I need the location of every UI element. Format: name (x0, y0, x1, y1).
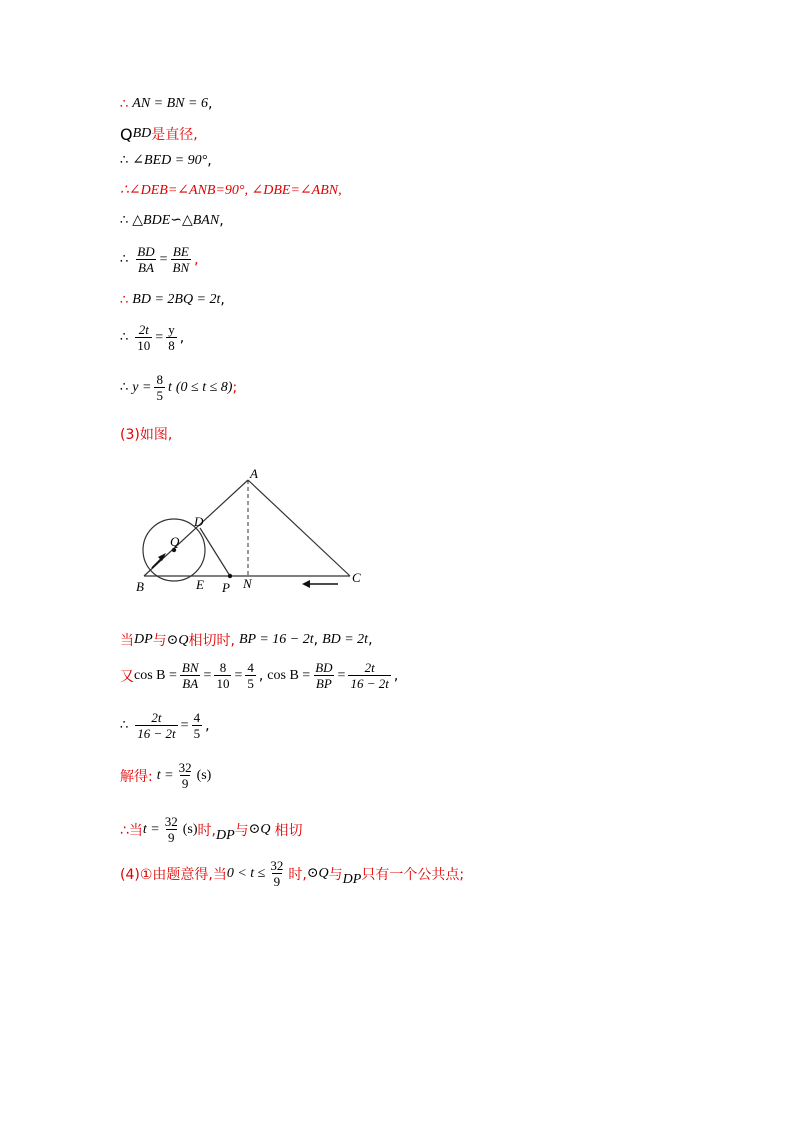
text: 当 (120, 633, 134, 649)
therefore-symbol: ∴ (120, 96, 129, 112)
punct: , (194, 251, 199, 268)
punct: ; (232, 379, 238, 396)
punct: , (219, 212, 224, 229)
line-bd-2t (120, 292, 225, 308)
fraction: $\frac{BD}{BA}$ (137, 244, 155, 275)
line-bd-diameter (120, 124, 198, 144)
label-c: C (352, 570, 361, 585)
punct: , (207, 152, 212, 169)
text: (4)①由题意得,当 (120, 866, 227, 883)
math-var: DP (134, 632, 153, 647)
text: 又 (120, 668, 134, 685)
because-symbol: Q (120, 124, 133, 144)
fraction: $\frac{BE}{BN}$ (172, 244, 190, 275)
math-var: ⊙Q (166, 632, 189, 648)
line-conclusion (120, 814, 303, 845)
line-ratio (120, 244, 199, 275)
therefore-symbol: ∴ (120, 718, 129, 733)
math-expr: cos B = (134, 667, 177, 683)
label-q: Q (170, 534, 180, 549)
text: 与 (328, 866, 343, 883)
label-b: B (136, 579, 144, 594)
fraction: $\frac{8}{5}$ (156, 372, 163, 403)
section-heading: (3)如图, (120, 427, 173, 443)
unit: (s) (182, 821, 198, 837)
label-p: P (222, 580, 230, 595)
segment-ac (248, 480, 350, 576)
math-range: (0 ≤ t ≤ 8) (175, 379, 233, 395)
equals: = (159, 251, 168, 267)
punct: , (393, 667, 399, 684)
line-angle-bed (120, 152, 212, 169)
therefore-symbol: ∴ (120, 153, 129, 168)
math-expr: y = (132, 379, 152, 395)
math-expr: BD (132, 126, 152, 141)
math-var: t (167, 379, 172, 395)
text: 与 (152, 633, 167, 649)
punct: , (179, 329, 185, 346)
line-2t-over-10 (120, 322, 184, 353)
equals: = (234, 667, 243, 683)
math-expr: t = (156, 767, 174, 783)
math-expr: BP = 16 − 2t (238, 632, 314, 647)
therefore-symbol: ∴ (120, 292, 129, 308)
math-expr: t = (142, 821, 160, 837)
math-var: DP (216, 827, 235, 843)
line-similar (120, 212, 224, 229)
equals: = (180, 717, 189, 733)
line-solve (120, 760, 211, 791)
line-part4 (120, 858, 464, 889)
math-var: ⊙Q (306, 866, 329, 881)
equals: = (337, 667, 346, 683)
math-expr: cos B = (267, 667, 311, 683)
line-angle-equal (120, 182, 342, 199)
punct: , (205, 717, 210, 734)
arrow-head-cb (302, 580, 310, 588)
text: 相切时, (188, 633, 235, 649)
fraction: $\frac{y}{8}$ (168, 322, 175, 353)
therefore-symbol: ∴ (120, 330, 129, 345)
line-an-bn (120, 96, 212, 112)
line-cosb (120, 660, 398, 691)
fraction: $\frac{4}{5}$ (247, 660, 254, 691)
text: ∴当 (120, 822, 143, 839)
line-y-formula (120, 372, 237, 403)
punct: , (368, 632, 373, 648)
punct: , (220, 292, 225, 308)
text: 与 (234, 822, 249, 839)
math-text: ∴∠DEB=∠ANB=90°, ∠DBE=∠ABN, (120, 183, 342, 198)
math-expr: AN = BN = 6 (132, 96, 208, 111)
equals: = (155, 329, 164, 345)
geometry-figure (120, 460, 380, 600)
fraction: $\frac{BD}{BP}$ (315, 660, 333, 691)
label-e: E (196, 577, 204, 592)
math-expr: ∠BED = 90° (132, 153, 208, 168)
fraction: $\frac{32}{9}$ (164, 814, 178, 845)
math-var: DP (342, 871, 362, 887)
fraction: $\frac{4}{5}$ (193, 710, 201, 741)
math-expr: △BDE∽△BAN (132, 213, 220, 228)
equals: = (203, 667, 212, 683)
punct: , (258, 667, 264, 684)
fraction: $\frac{32}{9}$ (270, 858, 284, 889)
label-a: A (250, 466, 258, 481)
label-d: D (194, 514, 204, 529)
math-expr: 0 < t ≤ (226, 865, 266, 881)
text: 相切 (274, 822, 303, 839)
unit: (s) (196, 767, 212, 783)
line-tangent-condition (120, 630, 373, 650)
math-expr: BD = 2BQ = 2t (132, 292, 221, 307)
fraction: $\frac{2t}{16 - 2t}$ (350, 660, 389, 691)
line-equation (120, 710, 210, 741)
line-part3 (120, 424, 172, 444)
text: 是直径, (151, 127, 198, 143)
math-var: ⊙Q (248, 822, 271, 837)
fraction: $\frac{BN}{BA}$ (181, 660, 199, 691)
punct: , (313, 632, 319, 648)
punct: , (207, 96, 213, 112)
fraction: $\frac{32}{9}$ (178, 760, 192, 791)
text: 只有一个公共点; (361, 866, 465, 883)
text: 时, (197, 822, 216, 839)
point-p (228, 574, 232, 578)
therefore-symbol: ∴ (120, 380, 129, 395)
label-n: N (243, 576, 252, 591)
fraction: $\frac{8}{10}$ (216, 660, 230, 691)
text: 解得: (120, 768, 153, 785)
math-expr: BD = 2t (322, 632, 369, 647)
fraction: $\frac{2t}{10}$ (137, 322, 151, 353)
therefore-symbol: ∴ (120, 252, 129, 267)
text: 时, (288, 866, 307, 883)
fraction: $\frac{2t}{16 - 2t}$ (137, 710, 176, 741)
therefore-symbol: ∴ (120, 213, 129, 228)
